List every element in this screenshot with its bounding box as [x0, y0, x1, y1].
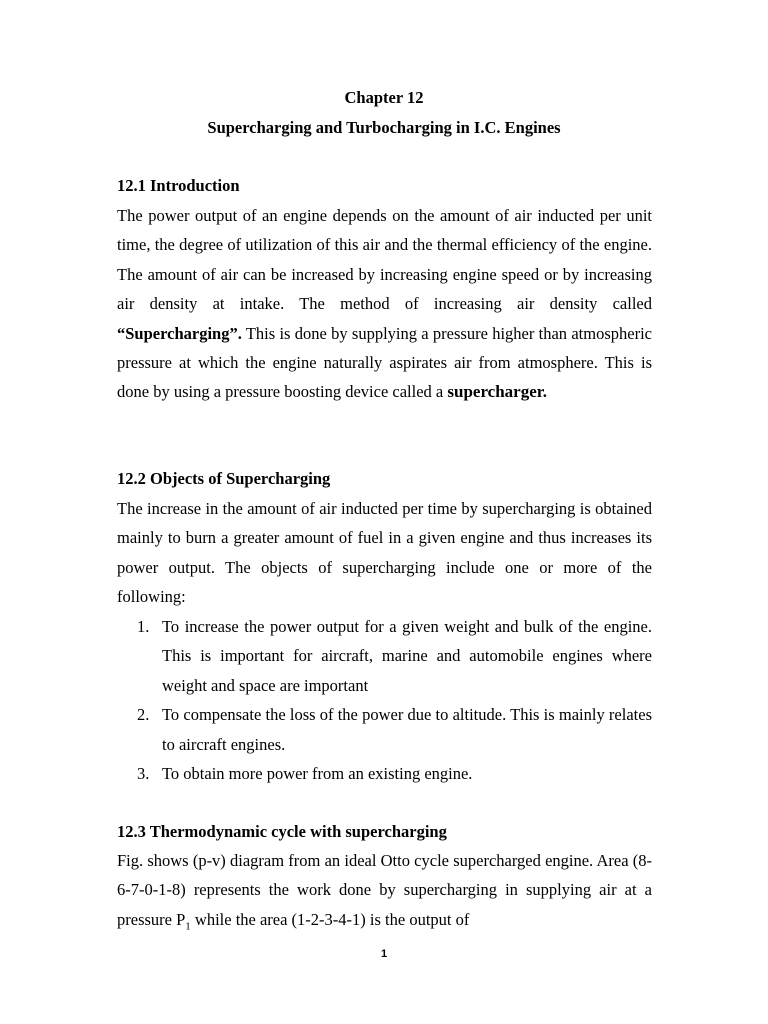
supercharging-term: “Supercharging”.: [117, 323, 242, 343]
list-item-number: 3.: [137, 764, 150, 784]
thermodynamic-paragraph: [117, 846, 652, 934]
intro-text-part1: The power output of an engine depends on the amount of air inducted per unit time, the degree of utilization of this air and the thermal efficiency of the engine. The amount of air can be increased by increasing engine speed or by increasing air density at intake. The method of increasing air density called: [117, 206, 652, 314]
list-item: [117, 612, 652, 700]
objects-paragraph: The increase in the amount of air inducted per time by supercharging is obtained mainly to burn a greater amount of fuel in a given engine and thus increases its power output. The objects of supercharging include one or more of the following:: [117, 499, 652, 607]
introduction-paragraph: [117, 201, 652, 407]
section-heading-thermodynamic: 12.3 Thermodynamic cycle with supercharging: [117, 822, 447, 841]
thermo-text-a: Fig. shows (p-v) diagram from an ideal Otto cycle supercharged engine. Area (8-6-7-0-1-8) represents the work done by supercharging in supplying air at a pressure P: [117, 851, 652, 929]
supercharger-term: supercharger.: [447, 382, 548, 402]
objects-list: [117, 612, 652, 788]
list-item: [117, 759, 652, 788]
section-heading-objects: 12.2 Objects of Supercharging: [117, 469, 331, 488]
list-item-number: 1.: [137, 617, 150, 636]
list-item-text: To compensate the loss of the power due to altitude. This is mainly relates to aircraft engines.: [162, 705, 652, 754]
page-number: 1: [380, 948, 388, 960]
chapter-title: Supercharging and Turbocharging in I.C. Engines: [207, 118, 561, 137]
chapter-label: Chapter 12: [344, 88, 424, 107]
list-item: [117, 700, 652, 759]
list-item-text: To obtain more power from an existing engine.: [162, 764, 473, 784]
intro-text-part2: This is done by supplying a pressure higher than atmospheric pressure at which the engine naturally aspirates air from atmosphere. This is done by using a pressure boosting device called a: [117, 323, 652, 402]
pressure-subscript: 1: [185, 920, 191, 933]
thermo-text-b: while the area (1-2-3-4-1) is the output of: [190, 909, 470, 929]
list-item-text: To increase the power output for a given weight and bulk of the engine. This is important for aircraft, marine and automobile engines where weight and space are important: [162, 617, 652, 695]
list-item-number: 2.: [137, 705, 150, 725]
section-heading-introduction: 12.1 Introduction: [117, 176, 240, 195]
